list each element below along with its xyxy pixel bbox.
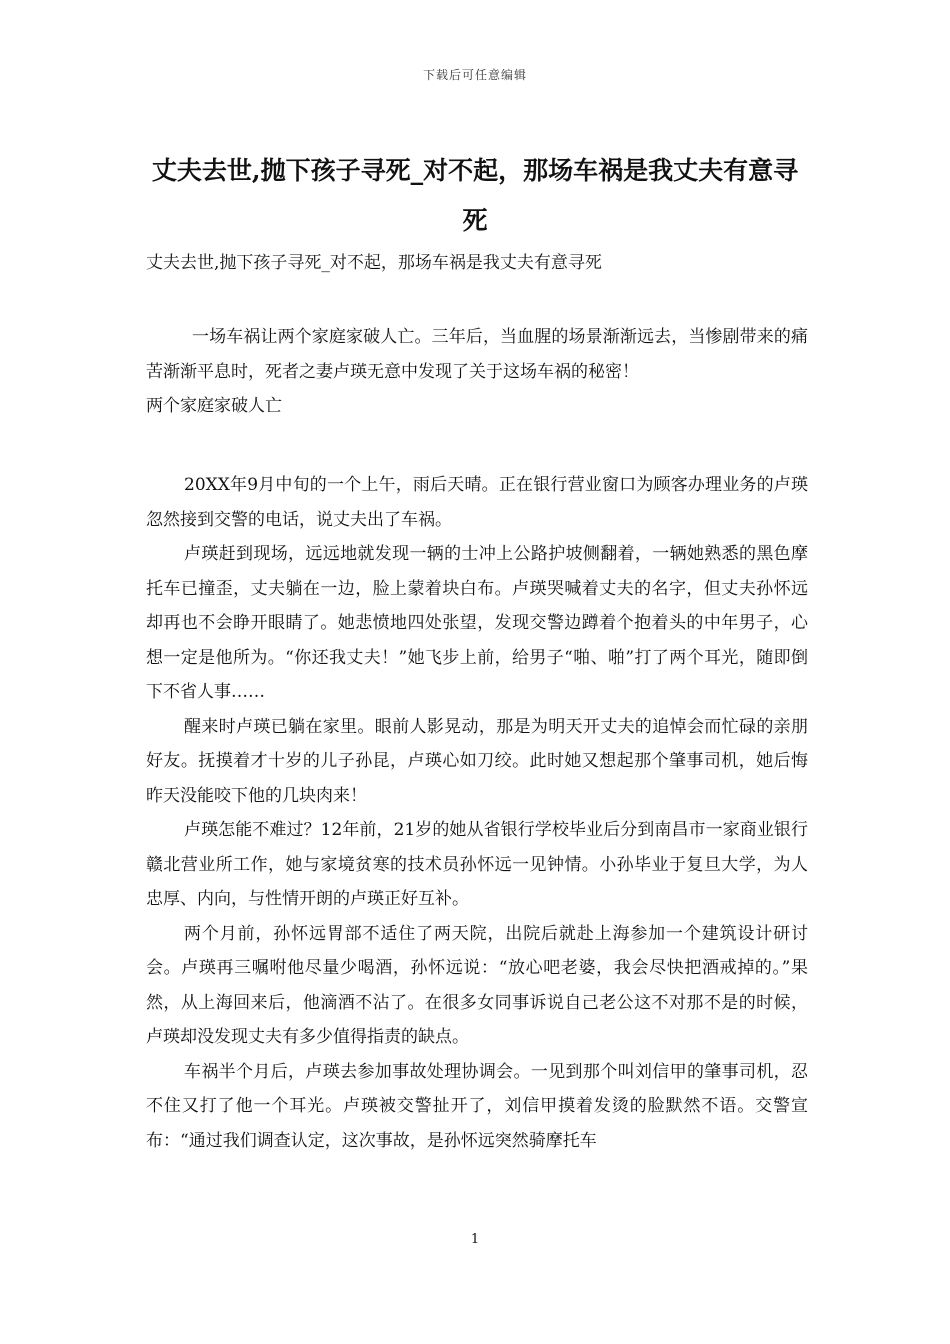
paragraph: 两个月前，孙怀远胃部不适住了两天院，出院后就赴上海参加一个建筑设计研讨会。卢瑛再三嘱咐他尽量少喝酒，孙怀远说：“放心吧老婆，我会尽快把酒戒掉的。”果然，从上海回来后，他滴酒不沾了。在很多女同事诉说自己老公这不对那不是的时候，卢瑛却没发现丈夫有多少值得指责的缺点。 (146, 923, 808, 1047)
document-title: 丈夫去世,抛下孩子寻死_对不起，那场车祸是我丈夫有意寻死 (151, 156, 799, 235)
paragraph: 卢瑛赶到现场，远远地就发现一辆的士冲上公路护坡侧翻着，一辆她熟悉的黑色摩托车已撞歪，丈夫躺在一边，脸上蒙着块白布。卢瑛哭喊着丈夫的名字，但丈夫孙怀远却再也不会睁开眼睛了。她悲愤地四处张望，发现交警边蹲着个抱着头的中年男子，心想一定是他所为。“你还我丈夫！”她飞步上前，给男子“啪、啪”打了两个耳光，随即倒下不省人事…… (146, 544, 808, 702)
paragraph: 车祸半个月后，卢瑛去参加事故处理协调会。一见到那个叫刘信甲的肇事司机，忍不住又打了他一个耳光。卢瑛被交警扯开了，刘信甲摸着发烫的脸默然不语。交警宣布：“通过我们调查认定，这次事故，是孙怀远突然骑摩托车 (146, 1061, 808, 1151)
intro-paragraph: 一场车祸让两个家庭家破人亡。三年后，当血腥的场景渐渐远去，当惨剧带来的痛苦渐渐平息时，死者之妻卢瑛无意中发现了关于这场车祸的秘密！ (146, 327, 808, 382)
paragraph: 醒来时卢瑛已躺在家里。眼前人影晃动，那是为明天开丈夫的追悼会而忙碌的亲朋好友。抚摸着才十岁的儿子孙昆，卢瑛心如刀绞。此时她又想起那个肇事司机，她后悔昨天没能咬下他的几块肉来！ (146, 716, 808, 806)
paragraph: 卢瑛怎能不难过？12年前，21岁的她从省银行学校毕业后分到南昌市一家商业银行赣北营业所工作，她与家境贫寒的技术员孙怀远一见钟情。小孙毕业于复旦大学，为人忠厚、内向，与性情开朗的卢瑛正好互补。 (146, 820, 808, 909)
section-heading: 两个家庭家破人亡 (146, 396, 282, 416)
paragraph: 20XX年9月中旬的一个上午，雨后天晴。正在银行营业窗口为顾客办理业务的卢瑛忽然接到交警的电话，说丈夫出了车祸。 (146, 475, 808, 530)
article-body (146, 468, 808, 1158)
page-number: 1 (470, 1232, 480, 1247)
header-note: 下载后可任意编辑 (422, 68, 527, 82)
document-subtitle: 丈夫去世,抛下孩子寻死_对不起，那场车祸是我丈夫有意寻死 (146, 253, 602, 273)
